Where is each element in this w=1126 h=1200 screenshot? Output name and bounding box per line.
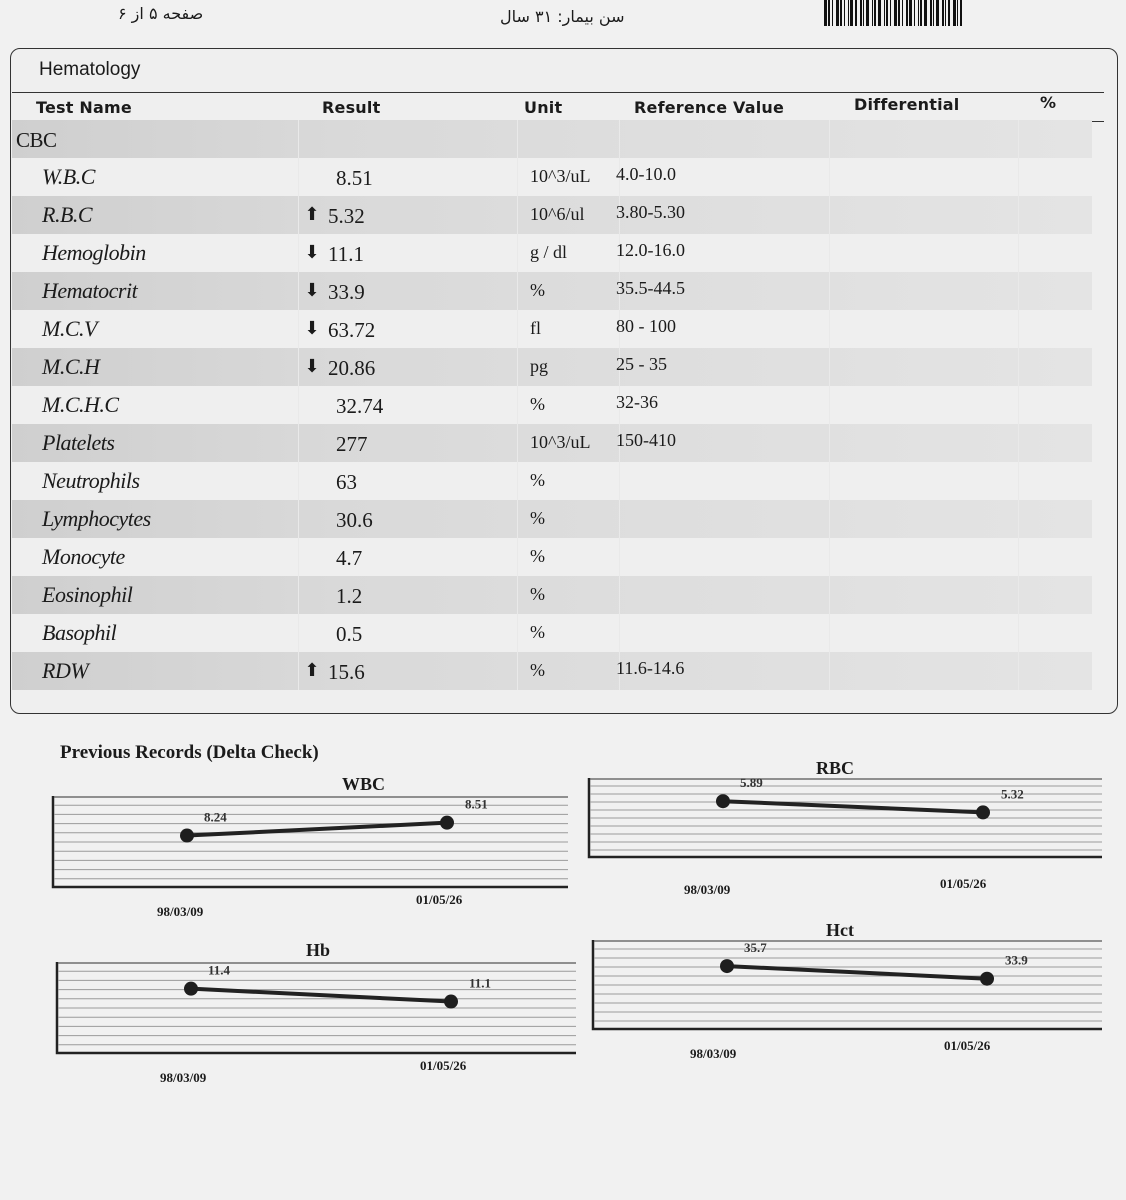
delta-chart-hct <box>592 940 1102 1030</box>
patient-age <box>500 7 624 26</box>
patient-age-label: سن بیمار: <box>557 7 625 26</box>
data-point <box>180 829 194 843</box>
test-name: Monocyte <box>42 544 125 569</box>
test-result: 11.1 <box>328 242 364 266</box>
table-row <box>12 234 1092 272</box>
test-unit: % <box>530 508 545 528</box>
table-row <box>12 158 1092 196</box>
chart-plot <box>588 775 1102 858</box>
col-differential: Differential <box>854 95 960 114</box>
x-tick-label: 01/05/26 <box>944 1038 991 1053</box>
test-name: W.B.C <box>42 164 95 189</box>
x-tick-label: 01/05/26 <box>416 892 463 907</box>
delta-chart-hb <box>56 962 576 1054</box>
chart-plot <box>52 796 568 888</box>
group-name: CBC <box>16 128 57 152</box>
col-unit: Unit <box>524 98 563 117</box>
test-name: Hematocrit <box>42 278 138 303</box>
data-label: 5.89 <box>740 775 763 791</box>
data-point <box>440 816 454 830</box>
test-result: 4.7 <box>336 546 363 570</box>
test-result: 5.32 <box>328 204 365 228</box>
test-reference: 32-36 <box>616 392 658 412</box>
test-reference: 12.0-16.0 <box>616 240 685 260</box>
test-unit: % <box>530 394 545 414</box>
test-reference: 35.5-44.5 <box>616 278 685 298</box>
test-unit: pg <box>530 356 548 376</box>
test-name: RDW <box>42 658 89 683</box>
test-name: M.C.H.C <box>42 392 119 417</box>
barcode <box>824 0 984 26</box>
series-line <box>187 823 447 836</box>
x-tick-label: 01/05/26 <box>940 876 987 891</box>
data-point <box>716 794 730 808</box>
test-unit: 10^3/uL <box>530 432 591 452</box>
test-name: Hemoglobin <box>42 240 146 265</box>
test-unit: fl <box>530 318 541 338</box>
x-tick-label: 98/03/09 <box>157 904 204 919</box>
test-unit: % <box>530 584 545 604</box>
series-line <box>727 966 987 979</box>
col-percent: % <box>1040 93 1057 112</box>
chart-title: Hb <box>306 940 331 960</box>
test-reference: 150-410 <box>616 430 676 450</box>
test-name: M.C.V <box>42 316 97 341</box>
series-line <box>191 989 451 1002</box>
data-point <box>444 995 458 1009</box>
test-unit: % <box>530 470 545 490</box>
low-arrow-icon: ⬇ <box>304 318 320 339</box>
table-row <box>12 576 1092 614</box>
test-reference: 25 - 35 <box>616 354 667 374</box>
table-row-group <box>12 120 1092 158</box>
test-unit: 10^6/ul <box>530 204 585 224</box>
chart-plot <box>592 940 1102 1030</box>
test-result: 32.74 <box>336 394 384 418</box>
test-unit: % <box>530 660 545 680</box>
test-unit: % <box>530 622 545 642</box>
test-result: 15.6 <box>328 660 365 684</box>
data-point <box>980 972 994 986</box>
data-label: 33.9 <box>1005 952 1028 968</box>
chart-title: RBC <box>816 758 855 778</box>
test-unit: % <box>530 546 545 566</box>
results-table <box>12 120 1092 690</box>
test-unit: 10^3/uL <box>530 166 591 186</box>
data-point <box>720 959 734 973</box>
test-name: Lymphocytes <box>42 506 151 531</box>
table-row <box>12 538 1092 576</box>
delta-check-title: Previous Records (Delta Check) <box>60 742 319 763</box>
delta-chart-rbc <box>588 775 1102 858</box>
test-name: Eosinophil <box>42 582 133 607</box>
test-name: Platelets <box>42 430 115 455</box>
table-row <box>12 614 1092 652</box>
test-result: 0.5 <box>336 622 363 646</box>
table-row <box>12 348 1092 386</box>
test-reference: 80 - 100 <box>616 316 676 336</box>
test-reference: 11.6-14.6 <box>616 658 685 678</box>
data-label: 8.51 <box>465 796 488 812</box>
page-header <box>0 0 1126 44</box>
x-tick-label: 01/05/26 <box>420 1058 467 1073</box>
x-tick-label: 98/03/09 <box>160 1070 207 1085</box>
chart-title: Hct <box>826 920 854 940</box>
test-name: Basophil <box>42 620 117 645</box>
table-header <box>12 92 1104 122</box>
data-label: 8.24 <box>204 809 227 825</box>
table-row <box>12 310 1092 348</box>
page-number: صفحه ۵ از ۶ <box>118 4 204 23</box>
test-result: 30.6 <box>336 508 373 532</box>
table-row <box>12 272 1092 310</box>
chart-plot <box>56 962 576 1054</box>
col-reference: Reference Value <box>634 98 785 117</box>
patient-age-value: ۳۱ سال <box>500 7 553 26</box>
chart-title: WBC <box>342 774 386 794</box>
delta-chart-wbc <box>52 796 568 888</box>
test-reference: 3.80-5.30 <box>616 202 685 222</box>
col-result: Result <box>322 98 381 117</box>
test-result: 1.2 <box>336 584 363 608</box>
low-arrow-icon: ⬇ <box>304 242 320 263</box>
data-label: 11.1 <box>469 975 492 991</box>
test-name: Neutrophils <box>42 468 140 493</box>
table-row <box>12 424 1092 462</box>
table-row <box>12 462 1092 500</box>
test-reference: 4.0-10.0 <box>616 164 676 184</box>
test-unit: % <box>530 280 545 300</box>
data-point <box>184 982 198 996</box>
x-tick-label: 98/03/09 <box>690 1046 737 1061</box>
col-test-name: Test Name <box>36 98 132 117</box>
data-point <box>976 805 990 819</box>
test-unit: g / dl <box>530 242 568 262</box>
high-arrow-icon: ⬆ <box>304 660 320 681</box>
table-row <box>12 386 1092 424</box>
table-row <box>12 500 1092 538</box>
test-result: 277 <box>336 432 368 456</box>
test-name: R.B.C <box>42 202 93 227</box>
table-row <box>12 652 1092 690</box>
test-result: 63 <box>336 470 357 494</box>
low-arrow-icon: ⬇ <box>304 356 320 377</box>
section-title: Hematology <box>39 59 141 80</box>
low-arrow-icon: ⬇ <box>304 280 320 301</box>
data-label: 35.7 <box>744 940 767 956</box>
x-tick-label: 98/03/09 <box>684 882 731 897</box>
table-row <box>12 196 1092 234</box>
high-arrow-icon: ⬆ <box>304 204 320 225</box>
test-result: 33.9 <box>328 280 365 304</box>
data-label: 5.32 <box>1001 786 1024 802</box>
test-result: 20.86 <box>328 356 376 380</box>
series-line <box>723 801 983 812</box>
test-result: 8.51 <box>336 166 373 190</box>
test-result: 63.72 <box>328 318 376 342</box>
data-label: 11.4 <box>208 962 231 978</box>
test-name: M.C.H <box>42 354 100 379</box>
